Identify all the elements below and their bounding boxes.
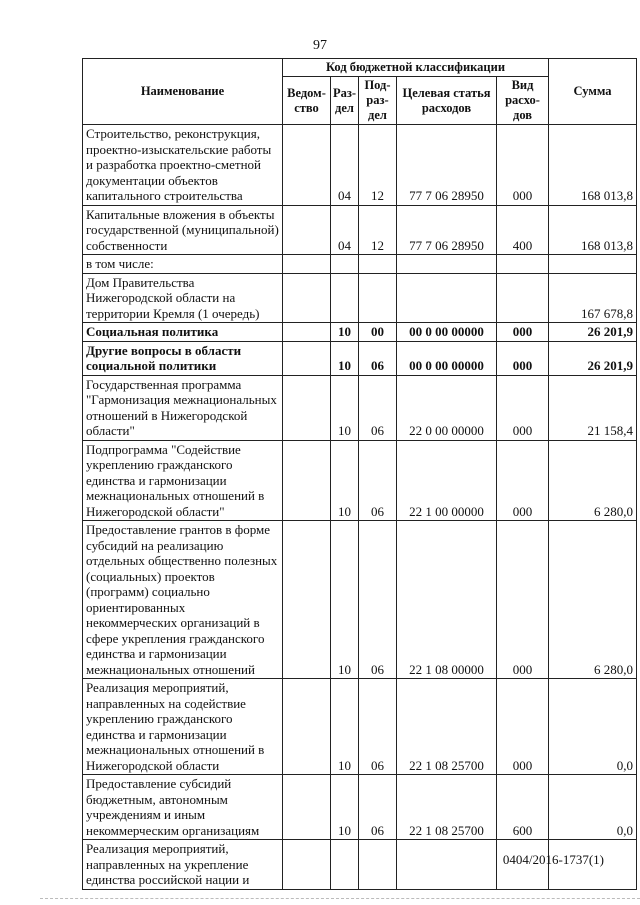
row-ved-cell <box>283 323 331 342</box>
row-razdel-cell: 10 <box>331 440 359 521</box>
table-row <box>83 679 637 775</box>
row-csr-cell: 22 1 00 00000 <box>397 440 497 521</box>
row-csr-cell: 00 0 00 00000 <box>397 341 497 375</box>
row-podrazdel-cell: 00 <box>359 323 397 342</box>
row-csr-cell: 22 1 08 25700 <box>397 775 497 840</box>
row-csr-cell: 77 7 06 28950 <box>397 125 497 206</box>
header-podrazdel: Под-раз-дел <box>359 77 397 125</box>
header-row-1 <box>83 59 637 77</box>
row-podrazdel-cell: 06 <box>359 679 397 775</box>
row-razdel-cell: 10 <box>331 775 359 840</box>
row-name-cell: Дом Правительства Нижегородской области на территории Кремля (1 очередь) <box>83 273 283 323</box>
row-vr-cell: 000 <box>497 521 549 679</box>
table-row <box>83 521 637 679</box>
row-vr-cell: 000 <box>497 341 549 375</box>
row-podrazdel-cell: 06 <box>359 775 397 840</box>
page-number: 97 <box>313 38 327 53</box>
row-podrazdel-cell: 06 <box>359 521 397 679</box>
table-row <box>83 273 637 323</box>
row-name-cell: Предоставление субсидий бюджетным, автономным учреждениям и иным некоммерческим организациям <box>83 775 283 840</box>
row-ved-cell <box>283 125 331 206</box>
row-name-cell: Реализация мероприятий, направленных на укрепление единства российской нации и <box>83 840 283 890</box>
table-row <box>83 323 637 342</box>
row-csr-cell <box>397 840 497 890</box>
header-ved: Ведом-ство <box>283 77 331 125</box>
row-ved-cell <box>283 341 331 375</box>
row-sum-cell: 21 158,4 <box>549 375 637 440</box>
row-name-cell: Предоставление грантов в форме субсидий на реализацию отдельных общественно полезных (социальных) проектов (программ) социально ориентированных некоммерческих организаций в сфере укрепления гражданского единства и гармонизации межнациональных отношений <box>83 521 283 679</box>
budget-table <box>82 58 637 890</box>
row-csr-cell: 00 0 00 00000 <box>397 323 497 342</box>
row-razdel-cell <box>331 273 359 323</box>
table-body <box>83 125 637 890</box>
header-sum: Сумма <box>549 59 637 125</box>
table-row <box>83 440 637 521</box>
row-vr-cell: 600 <box>497 775 549 840</box>
row-podrazdel-cell: 12 <box>359 205 397 255</box>
row-ved-cell <box>283 273 331 323</box>
row-vr-cell: 000 <box>497 679 549 775</box>
row-vr-cell: 000 <box>497 125 549 206</box>
row-name-cell: Строительство, реконструкция, проектно-изыскательские работы и разработка проектно-сметной документации объектов капитального строительства <box>83 125 283 206</box>
row-podrazdel-cell: 06 <box>359 375 397 440</box>
row-vr-cell: 000 <box>497 440 549 521</box>
row-sum-cell: 26 201,9 <box>549 341 637 375</box>
row-vr-cell: 000 <box>497 375 549 440</box>
row-name-cell: Другие вопросы в области социальной политики <box>83 341 283 375</box>
table-row <box>83 375 637 440</box>
row-ved-cell <box>283 375 331 440</box>
row-sum-cell: 167 678,8 <box>549 273 637 323</box>
row-sum-cell: 6 280,0 <box>549 521 637 679</box>
row-csr-cell <box>397 273 497 323</box>
row-name-cell: Подпрограмма "Содействие укреплению гражданского единства и гармонизации межнациональных отношений в Нижегородской области" <box>83 440 283 521</box>
row-sum-cell: 0,0 <box>549 679 637 775</box>
table-row <box>83 255 637 274</box>
row-sum-cell: 168 013,8 <box>549 125 637 206</box>
table-row <box>83 341 637 375</box>
row-csr-cell: 22 1 08 00000 <box>397 521 497 679</box>
row-podrazdel-cell: 06 <box>359 440 397 521</box>
row-vr-cell: 400 <box>497 205 549 255</box>
row-name-cell: Реализация мероприятий, направленных на содействие укреплению гражданского единства и гармонизации межнациональных отношений в Нижегородской области <box>83 679 283 775</box>
row-ved-cell <box>283 679 331 775</box>
row-razdel-cell: 10 <box>331 521 359 679</box>
scan-edge-line <box>40 898 640 899</box>
row-csr-cell: 22 0 00 00000 <box>397 375 497 440</box>
table-row <box>83 775 637 840</box>
row-razdel-cell <box>331 840 359 890</box>
header-name: Наименование <box>83 59 283 125</box>
row-name-cell: Государственная программа "Гармонизация межнациональных отношений в Нижегородской области" <box>83 375 283 440</box>
row-sum-cell: 168 013,8 <box>549 205 637 255</box>
row-vr-cell <box>497 255 549 274</box>
row-razdel-cell <box>331 255 359 274</box>
row-name-cell: Социальная политика <box>83 323 283 342</box>
row-podrazdel-cell: 12 <box>359 125 397 206</box>
header-csr: Целевая статья расходов <box>397 77 497 125</box>
row-csr-cell: 22 1 08 25700 <box>397 679 497 775</box>
row-ved-cell <box>283 840 331 890</box>
row-csr-cell: 77 7 06 28950 <box>397 205 497 255</box>
row-razdel-cell: 10 <box>331 679 359 775</box>
row-ved-cell <box>283 775 331 840</box>
row-razdel-cell: 10 <box>331 375 359 440</box>
table-row <box>83 205 637 255</box>
row-vr-cell <box>497 273 549 323</box>
row-name-cell: в том числе: <box>83 255 283 274</box>
row-sum-cell <box>549 255 637 274</box>
table-row <box>83 125 637 206</box>
row-razdel-cell: 04 <box>331 125 359 206</box>
row-razdel-cell: 04 <box>331 205 359 255</box>
row-podrazdel-cell: 06 <box>359 341 397 375</box>
row-podrazdel-cell <box>359 273 397 323</box>
row-sum-cell: 6 280,0 <box>549 440 637 521</box>
row-podrazdel-cell <box>359 255 397 274</box>
header-vr: Вид расхо-дов <box>497 77 549 125</box>
row-ved-cell <box>283 205 331 255</box>
row-ved-cell <box>283 521 331 679</box>
row-vr-cell: 000 <box>497 323 549 342</box>
row-razdel-cell: 10 <box>331 341 359 375</box>
row-sum-cell: 26 201,9 <box>549 323 637 342</box>
row-ved-cell <box>283 440 331 521</box>
row-sum-cell: 0,0 <box>549 775 637 840</box>
header-razdel: Раз-дел <box>331 77 359 125</box>
row-csr-cell <box>397 255 497 274</box>
row-razdel-cell: 10 <box>331 323 359 342</box>
header-classification: Код бюджетной классификации <box>283 59 549 77</box>
row-name-cell: Капитальные вложения в объекты государственной (муниципальной) собственности <box>83 205 283 255</box>
row-ved-cell <box>283 255 331 274</box>
document-code: 0404/2016-1737(1) <box>502 852 604 867</box>
row-podrazdel-cell <box>359 840 397 890</box>
